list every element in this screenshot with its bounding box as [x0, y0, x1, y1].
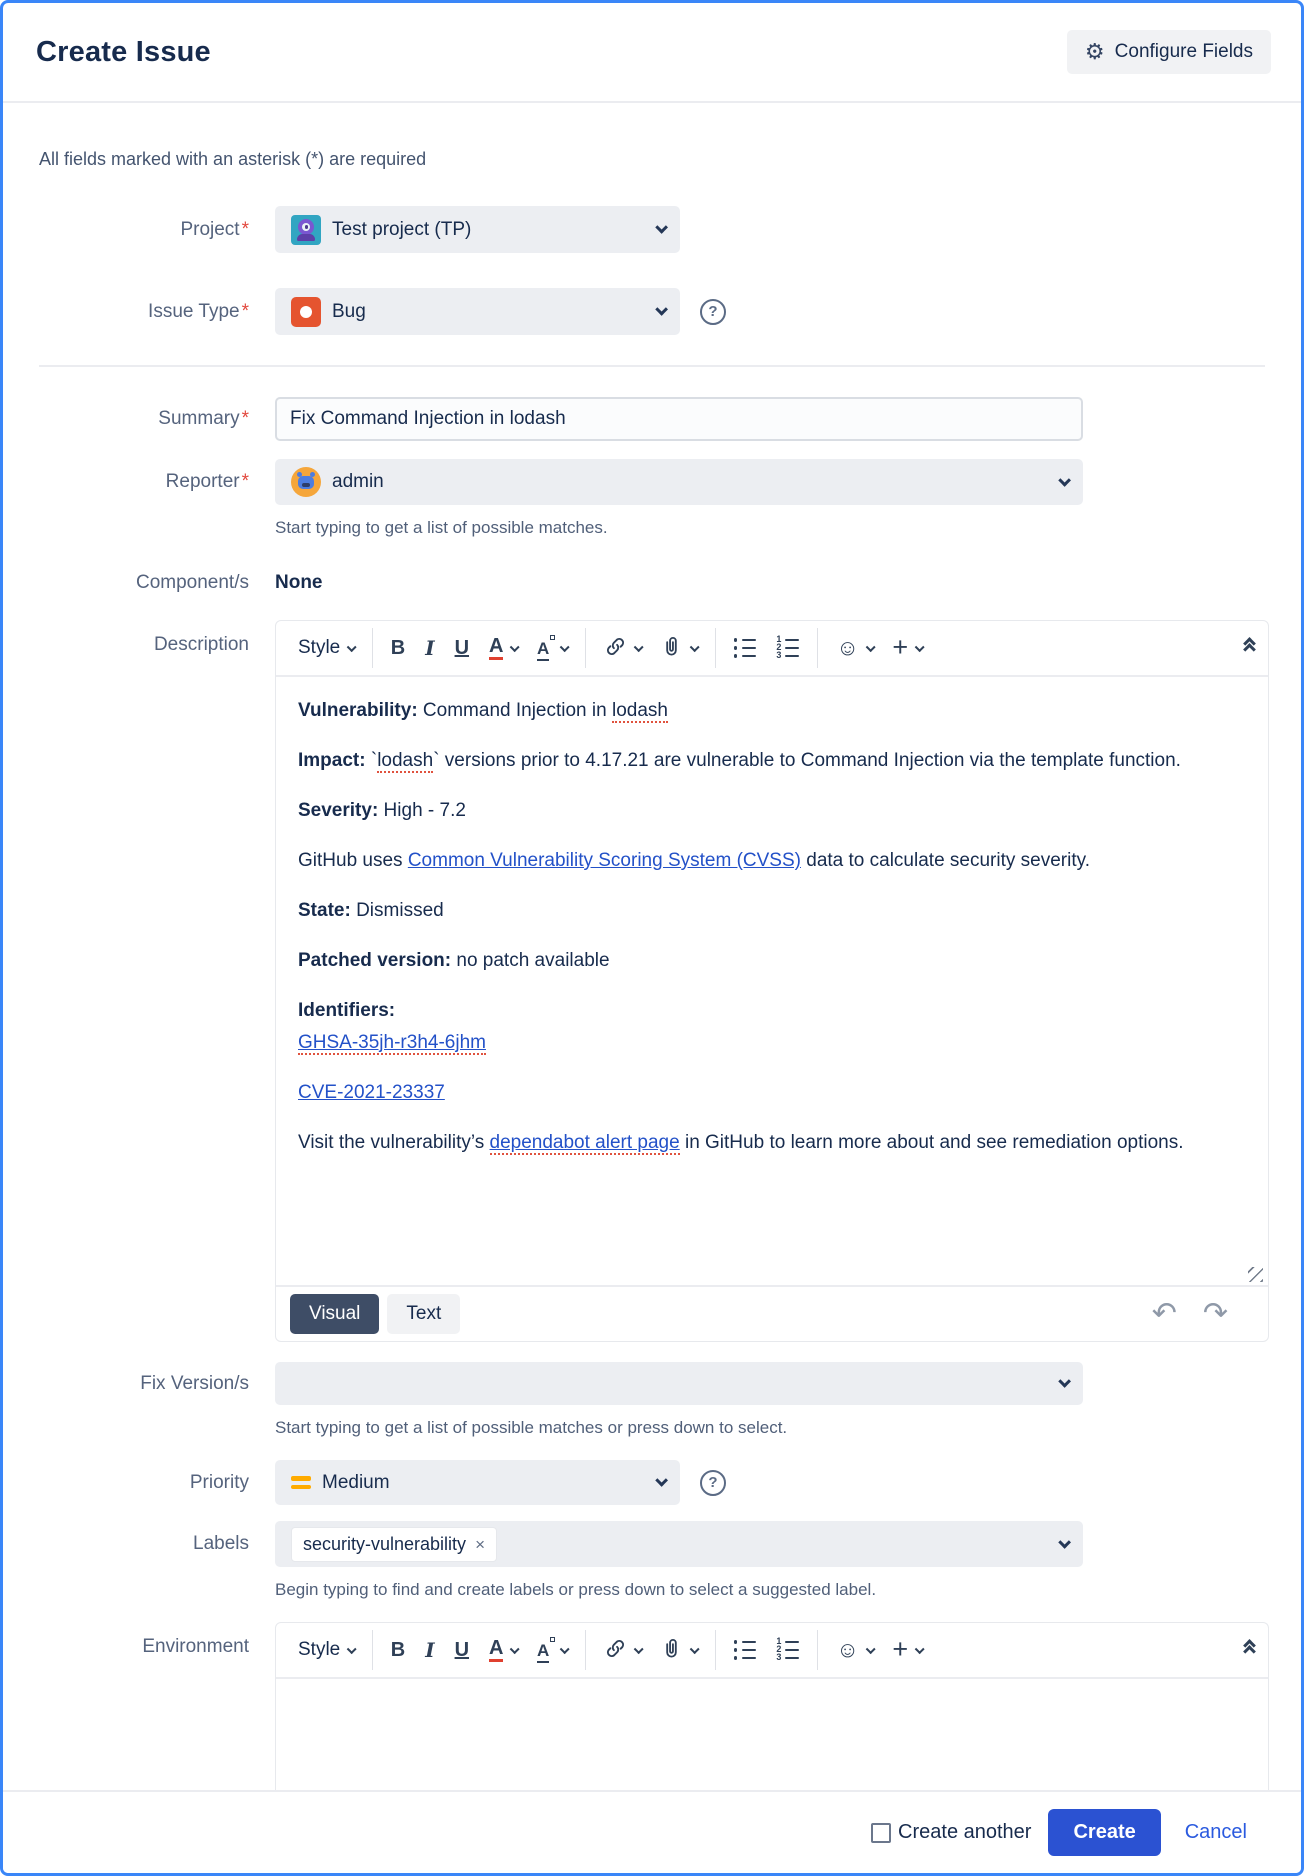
- plus-icon: +: [892, 632, 909, 663]
- labels-helper: Begin typing to find and create labels or press down to select a suggested label.: [275, 1580, 877, 1599]
- italic-button[interactable]: [417, 1634, 442, 1666]
- configure-fields-label: Configure Fields: [1114, 41, 1253, 62]
- issue-type-label: Issue Type *: [148, 300, 249, 322]
- label-pill-text: security-vulnerability: [303, 1533, 467, 1554]
- dialog-footer: [3, 1790, 1301, 1873]
- text-segment: State:: [298, 900, 351, 921]
- description-paragraph: [298, 995, 1246, 1059]
- chevron-down-icon: [511, 1644, 520, 1653]
- description-paragraph: [298, 1127, 1246, 1159]
- text-segment: Dismissed: [350, 900, 444, 921]
- toolbar-group: [817, 1630, 939, 1670]
- text-segment: Identifiers:: [298, 1000, 396, 1021]
- underline-glyph: U: [454, 637, 470, 659]
- toolbar-group: [290, 1630, 372, 1670]
- project-row: [39, 206, 1265, 253]
- components-label: Component/s: [135, 572, 249, 593]
- numbered-list-icon: 1 2 3: [776, 1640, 799, 1660]
- text-segment: data to calculate security severity.: [800, 850, 1090, 871]
- toolbar-group: [715, 628, 818, 668]
- priority-row: [39, 1460, 1265, 1505]
- description-link[interactable]: Common Vulnerability Scoring System (CVSS): [407, 850, 801, 871]
- chevron-down-icon: [690, 1644, 699, 1653]
- link-icon: [604, 635, 627, 661]
- link-button[interactable]: [596, 1631, 649, 1669]
- summary-label: Summary *: [158, 408, 249, 429]
- toolbar-group: [372, 1630, 585, 1670]
- chevron-down-icon: [915, 642, 924, 651]
- description-link[interactable]: CVE-2021-23337: [298, 1082, 445, 1103]
- text-segment: Vulnerability:: [298, 700, 418, 721]
- labels-select[interactable]: [275, 1521, 1083, 1567]
- summary-row: [39, 397, 1265, 441]
- text-segment: Patched version:: [298, 950, 452, 971]
- text-segment: Severity:: [298, 800, 379, 821]
- text-color-glyph: A: [489, 636, 503, 660]
- chevron-down-icon: [1058, 474, 1071, 487]
- reporter-value: admin: [332, 471, 384, 492]
- label-pill: [291, 1527, 497, 1562]
- priority-help-icon[interactable]: ?: [700, 1470, 726, 1496]
- environment-editor: [275, 1622, 1269, 1809]
- description-paragraph: [298, 945, 1246, 977]
- style-menu[interactable]: [290, 1633, 362, 1667]
- description-paragraph: [298, 895, 1246, 927]
- toolbar-group: [372, 628, 585, 668]
- fix-versions-label: Fix Version/s: [140, 1372, 249, 1394]
- text-color-button[interactable]: [481, 630, 525, 666]
- emoji-button[interactable]: [828, 1633, 880, 1667]
- text-segment: in GitHub to learn more about and see remediation options.: [679, 1132, 1184, 1153]
- description-paragraph: [298, 745, 1246, 777]
- plus-icon: +: [892, 1634, 909, 1665]
- fix-versions-helper: Start typing to get a list of possible matches or press down to select.: [275, 1418, 788, 1437]
- description-link[interactable]: dependabot alert page: [489, 1132, 680, 1153]
- chevron-down-icon: [655, 303, 668, 316]
- text-segment: ` versions prior to 4.17.21 are vulnerable to Command Injection via the template function.: [433, 750, 1181, 771]
- redo-icon[interactable]: ↷: [1202, 1297, 1228, 1330]
- description-link[interactable]: GHSA-35jh-r3h4-6jhm: [298, 1032, 486, 1053]
- bold-button[interactable]: [383, 632, 413, 664]
- bullet-list-icon: [734, 638, 757, 658]
- create-another-checkbox[interactable]: [871, 1823, 891, 1843]
- undo-icon[interactable]: ↶: [1151, 1297, 1177, 1330]
- chevron-down-icon: [634, 1644, 643, 1653]
- components-row: [39, 572, 1265, 594]
- text-styles-button[interactable]: [529, 634, 575, 663]
- reporter-row: [39, 459, 1265, 505]
- chevron-down-icon: [866, 1644, 875, 1653]
- issue-type-row: [39, 288, 1265, 335]
- project-avatar: [291, 215, 321, 245]
- labels-label: Labels: [193, 1533, 249, 1554]
- reporter-helper: Start typing to get a list of possible matches.: [275, 518, 608, 537]
- paperclip-icon: [660, 1637, 683, 1663]
- bullet-list-button[interactable]: [726, 632, 765, 664]
- text-segment: `: [365, 750, 378, 771]
- toolbar-style-label: Style: [298, 1639, 341, 1660]
- chevron-down-icon: [560, 1644, 569, 1653]
- gear-icon: ⚙: [1084, 39, 1105, 64]
- bullet-list-button[interactable]: [726, 1634, 765, 1666]
- required-note: All fields marked with an asterisk (*) are required: [39, 149, 427, 169]
- text-styles-button[interactable]: [529, 1636, 575, 1665]
- bold-glyph: B: [390, 1639, 406, 1661]
- bold-glyph: B: [390, 637, 406, 659]
- toolbar-group: [290, 628, 372, 668]
- description-row: [39, 620, 1265, 1342]
- fix-versions-row: [39, 1362, 1265, 1405]
- emoji-icon: ☺: [836, 635, 859, 660]
- reporter-avatar: [291, 467, 321, 497]
- style-menu[interactable]: [290, 631, 362, 665]
- text-segment: lodash: [611, 700, 668, 721]
- chevron-down-icon: [634, 642, 643, 651]
- attachment-button[interactable]: [652, 629, 705, 667]
- attachment-button[interactable]: [652, 1631, 705, 1669]
- chevron-down-icon: [347, 642, 356, 651]
- toolbar-style-label: Style: [298, 637, 341, 658]
- project-value: Test project (TP): [332, 218, 472, 240]
- page-title: Create Issue: [36, 35, 211, 68]
- create-button[interactable]: Create: [1048, 1809, 1160, 1856]
- chevron-down-icon: [915, 1644, 924, 1653]
- dialog-header: [3, 3, 1301, 103]
- toolbar-group: [585, 1630, 715, 1670]
- summary-input[interactable]: [275, 397, 1083, 441]
- create-another-wrap: [871, 1821, 1031, 1844]
- toolbar-group: [817, 628, 939, 668]
- text-color-glyph: A: [489, 1638, 503, 1662]
- required-asterisk: *: [241, 218, 249, 240]
- text-segment: Impact:: [298, 750, 366, 771]
- fix-versions-select[interactable]: [275, 1362, 1083, 1405]
- description-paragraph: [298, 1077, 1246, 1109]
- priority-label: Priority: [189, 1471, 249, 1493]
- chevron-down-icon: [866, 642, 875, 651]
- numbered-list-icon: 1 2 3: [776, 638, 799, 658]
- environment-label: Environment: [142, 1636, 249, 1657]
- reporter-select[interactable]: [275, 459, 1083, 505]
- description-label: Description: [153, 634, 249, 655]
- text-segment: Visit the vulnerability’s: [298, 1132, 490, 1153]
- project-select[interactable]: [275, 206, 680, 253]
- bullet-list-icon: [734, 1640, 757, 1660]
- issue-type-select[interactable]: [275, 288, 680, 335]
- text-styles-glyph: A: [537, 1641, 549, 1663]
- required-asterisk: *: [241, 300, 249, 322]
- cancel-link[interactable]: Cancel: [1184, 1821, 1247, 1843]
- chevron-down-icon: [655, 1474, 668, 1487]
- tab-text[interactable]: Text: [387, 1294, 460, 1334]
- remove-label-button[interactable]: ×: [475, 1534, 485, 1554]
- description-paragraph: [298, 845, 1246, 877]
- resize-handle[interactable]: [1248, 1267, 1263, 1282]
- description-editor: [275, 620, 1269, 1342]
- italic-glyph: I: [425, 636, 435, 660]
- configure-fields-button[interactable]: [1067, 30, 1271, 74]
- toolbar-group: [715, 1630, 818, 1670]
- issue-type-value: Bug: [332, 300, 366, 322]
- chevron-down-icon: [1058, 1536, 1071, 1549]
- required-asterisk: *: [241, 471, 249, 492]
- components-value: None: [275, 572, 323, 593]
- numbered-list-button[interactable]: [768, 632, 807, 664]
- underline-glyph: U: [454, 1639, 470, 1661]
- italic-button[interactable]: [417, 632, 442, 664]
- insert-more-button[interactable]: [884, 1633, 929, 1667]
- text-color-button[interactable]: [481, 1632, 525, 1668]
- text-segment: High - 7.2: [378, 800, 466, 821]
- project-label: Project *: [180, 218, 249, 240]
- create-another-label: Create another: [898, 1821, 1032, 1843]
- dialog-body: [3, 103, 1301, 1809]
- environment-toolbar: [276, 1623, 1268, 1679]
- bold-button[interactable]: [383, 1634, 413, 1666]
- reporter-label: Reporter *: [165, 471, 249, 492]
- environment-row: [39, 1622, 1265, 1809]
- tab-visual[interactable]: Visual: [290, 1294, 379, 1334]
- text-styles-glyph: A: [537, 639, 549, 661]
- description-editor-footer: [276, 1285, 1268, 1341]
- emoji-button[interactable]: [828, 631, 880, 665]
- chevron-down-icon: [690, 642, 699, 651]
- underline-button[interactable]: [447, 632, 477, 664]
- description-paragraph: [298, 695, 1246, 727]
- issue-type-help-icon[interactable]: ?: [700, 299, 726, 325]
- description-paragraph: [298, 795, 1246, 827]
- labels-row: [39, 1521, 1265, 1567]
- required-asterisk: *: [241, 408, 249, 429]
- collapse-toolbar-icon[interactable]: [1245, 1644, 1254, 1656]
- section-divider: [39, 365, 1265, 367]
- description-toolbar: [276, 621, 1268, 677]
- text-segment: lodash: [377, 750, 434, 771]
- priority-select[interactable]: [275, 1460, 680, 1505]
- numbered-list-button[interactable]: [768, 1634, 807, 1666]
- chevron-down-icon: [347, 1644, 356, 1653]
- chevron-down-icon: [560, 642, 569, 651]
- italic-glyph: I: [425, 1638, 435, 1662]
- text-segment: GitHub uses: [298, 850, 408, 871]
- chevron-down-icon: [1058, 1375, 1071, 1388]
- insert-more-button[interactable]: [884, 631, 929, 665]
- priority-medium-icon: [291, 1476, 311, 1489]
- collapse-toolbar-icon[interactable]: [1245, 642, 1254, 654]
- emoji-icon: ☺: [836, 1637, 859, 1662]
- description-content[interactable]: [276, 677, 1268, 1285]
- text-segment: Command Injection in: [417, 700, 612, 721]
- paperclip-icon: [660, 635, 683, 661]
- chevron-down-icon: [511, 642, 520, 651]
- link-button[interactable]: [596, 629, 649, 667]
- text-segment: no patch available: [451, 950, 610, 971]
- toolbar-group: [585, 628, 715, 668]
- chevron-down-icon: [655, 221, 668, 234]
- bug-type-icon: [291, 297, 321, 327]
- priority-value: Medium: [322, 1471, 390, 1493]
- underline-button[interactable]: [447, 1634, 477, 1666]
- link-icon: [604, 1637, 627, 1663]
